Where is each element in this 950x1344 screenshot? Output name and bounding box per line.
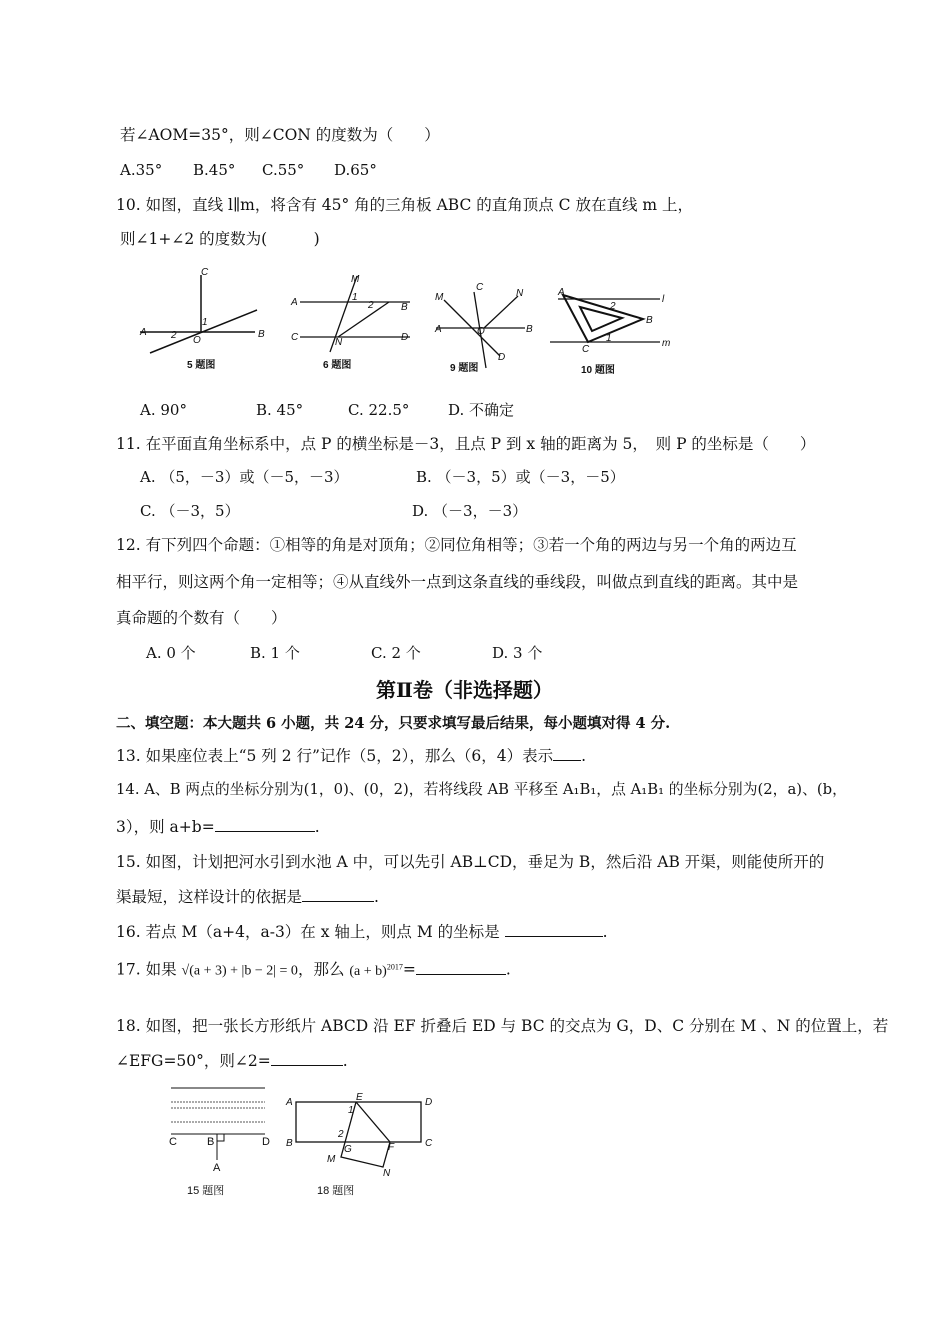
q12-line2: 相平行，则这两个角一定相等；④从直线外一点到这条直线的垂线段，叫做点到直线的距离。其中是: [116, 573, 799, 591]
fig5-label-2: 2: [171, 330, 177, 341]
fig5-label-b: B: [258, 329, 265, 340]
fig10-caption: 10 题图: [581, 365, 615, 376]
fig18-label-f: F: [388, 1142, 395, 1153]
fig5-label-1: 1: [202, 317, 208, 328]
fig9-label-d: D: [498, 352, 506, 363]
q9-option-c: C.55°: [262, 161, 305, 179]
q11-stem: 11. 在平面直角坐标系中，点 P 的横坐标是－3，且点 P 到 x 轴的距离为 5， 则 P 的坐标是（ ）: [116, 435, 816, 453]
q10-option-b: B. 45°: [256, 401, 304, 419]
fig10-label-1: 1: [606, 333, 612, 344]
fig15-label-b: B: [207, 1136, 215, 1148]
fig6-caption: 6 题图: [323, 360, 352, 371]
q17-condition-expression: √(a + 3) + |b − 2| = 0: [181, 963, 298, 979]
fig18-label-2: 2: [338, 1129, 344, 1140]
fig5-label-c: C: [201, 267, 209, 278]
q17: 17. 如果 √(a + 3) + |b − 2| = 0，那么 $(a + b)^{2017}=$ .: [116, 960, 511, 979]
q9-stem: 若∠AOM=35°，则∠CON 的度数为（ ）: [120, 126, 440, 144]
fig5-caption: 5 题图: [187, 360, 216, 371]
fig15-label-a: A: [213, 1162, 221, 1174]
fig6-label-c: C: [291, 332, 299, 343]
q12-option-d: D. 3 个: [492, 644, 543, 662]
q14-answer-blank[interactable]: [215, 817, 315, 832]
fig10-label-2: 2: [610, 301, 616, 312]
q14-line2: 3），则 a+b= .: [116, 818, 320, 836]
q12-option-a: A. 0 个: [146, 644, 196, 662]
fig9-label-n: N: [516, 288, 524, 299]
fig9-label-m: M: [435, 292, 444, 303]
fig18-label-d: D: [425, 1097, 433, 1108]
fig9-label-o: O: [477, 326, 485, 337]
q10-option-d: D. 不确定: [448, 401, 515, 419]
q17-power-expression: $(a + b)^{2017}$: [349, 962, 403, 979]
q10-stem-line1: 10. 如图，直线 l∥m，将含有 45° 角的三角板 ABC 的直角顶点 C 放在直线 m 上，: [116, 196, 693, 214]
q10-option-c: C. 22.5°: [348, 401, 410, 419]
fig9-caption: 9 题图: [450, 363, 479, 374]
fig18-label-c: C: [425, 1138, 433, 1149]
q11-option-c: C. （－3，5）: [140, 502, 240, 520]
q12-option-c: C. 2 个: [371, 644, 421, 662]
q9-option-a: A.35°: [120, 161, 163, 179]
fig18-label-m: M: [327, 1154, 336, 1165]
fig5-label-o: O: [193, 335, 201, 346]
fig10-label-a: A: [558, 287, 565, 298]
figure-6: [285, 270, 420, 375]
fig6-label-2: 2: [368, 300, 374, 311]
fig6-label-1: 1: [352, 292, 358, 303]
fig18-label-1: 1: [348, 1105, 354, 1116]
fig10-label-c: C: [582, 344, 590, 355]
part2-title: 第Ⅱ卷（非选择题）: [376, 678, 553, 702]
q15-line2: 渠最短，这样设计的依据是 .: [116, 888, 379, 906]
fig9-label-a: A: [435, 324, 442, 335]
figure-15: [165, 1082, 275, 1202]
q10-stem-line2: 则∠1+∠2 的度数为( ): [120, 230, 320, 248]
fig6-label-m: M: [351, 274, 360, 285]
q12-line3: 真命题的个数有（ ）: [116, 609, 287, 627]
figure-18: [283, 1090, 443, 1205]
q13-answer-blank[interactable]: [553, 746, 581, 761]
fig15-caption: 15 题图: [187, 1185, 225, 1197]
fig6-label-n: N: [335, 337, 343, 348]
q14-line1: 14. A、B 两点的坐标分别为(1，0)、(0，2)，若将线段 AB 平移至 A₁B₁，点 A₁B₁ 的坐标分别为(2，a)、(b，: [116, 781, 847, 798]
fig10-label-m: m: [662, 338, 671, 349]
figure-5: [135, 265, 275, 375]
fig18-label-a: A: [286, 1097, 293, 1108]
fig18-label-g: G: [344, 1144, 352, 1155]
figure-9: [430, 278, 535, 375]
q15-line1: 15. 如图，计划把河水引到水池 A 中，可以先引 AB⊥CD，垂足为 B，然后沿 AB 开渠，则能使所开的: [116, 853, 825, 871]
fig10-label-b: B: [646, 315, 653, 326]
fig9-label-b: B: [526, 324, 533, 335]
fig15-label-d: D: [262, 1136, 270, 1148]
q18-line1: 18. 如图，把一张长方形纸片 ABCD 沿 EF 折叠后 ED 与 BC 的交点为 G，D、C 分别在 M 、N 的位置上，若: [116, 1017, 889, 1035]
fig18-label-e: E: [356, 1092, 363, 1103]
fig10-label-l: l: [662, 294, 665, 305]
q11-option-d: D. （－3，－3）: [412, 502, 528, 520]
q16-answer-blank[interactable]: [505, 922, 603, 937]
q13-text: 13. 如果座位表上“5 列 2 行”记作（5，2），那么（6，4）表示: [116, 747, 554, 765]
fig18-label-b: B: [286, 1138, 293, 1149]
fig6-label-a: A: [291, 297, 298, 308]
q10-option-a: A. 90°: [140, 401, 187, 419]
q12-line1: 12. 有下列四个命题：①相等的角是对顶角；②同位角相等；③若一个角的两边与另一个角的两边互: [116, 536, 797, 554]
fig5-label-a: A: [140, 327, 147, 338]
q9-option-b: B.45°: [193, 161, 236, 179]
fig6-label-d: D: [401, 332, 409, 343]
section-fill-blank-header: 二、填空题：本大题共 6 小题，共 24 分，只要求填写最后结果，每小题填对得 4 分.: [116, 715, 671, 732]
q18-line2: ∠EFG=50°，则∠2= .: [116, 1052, 348, 1070]
fig6-label-b: B: [401, 302, 408, 313]
q11-option-a: A. （5，－3）或（－5，－3）: [140, 468, 349, 486]
fig18-label-n: N: [383, 1168, 391, 1179]
q17-answer-blank[interactable]: [416, 960, 506, 975]
q15-answer-blank[interactable]: [302, 887, 374, 902]
q12-option-b: B. 1 个: [250, 644, 300, 662]
fig9-label-c: C: [476, 282, 484, 293]
q16: 16. 若点 M（a+4，a-3）在 x 轴上，则点 M 的坐标是 .: [116, 923, 608, 941]
q18-answer-blank[interactable]: [271, 1051, 343, 1066]
q13: 13. 如果座位表上“5 列 2 行”记作（5，2），那么（6，4）表示 .: [116, 747, 587, 765]
q9-option-d: D.65°: [334, 161, 377, 179]
fig15-label-c: C: [169, 1136, 177, 1148]
q11-option-b: B. （－3，5）或（－3，－5）: [416, 468, 625, 486]
fig18-caption: 18 题图: [317, 1185, 355, 1197]
figure-10: [548, 285, 673, 377]
